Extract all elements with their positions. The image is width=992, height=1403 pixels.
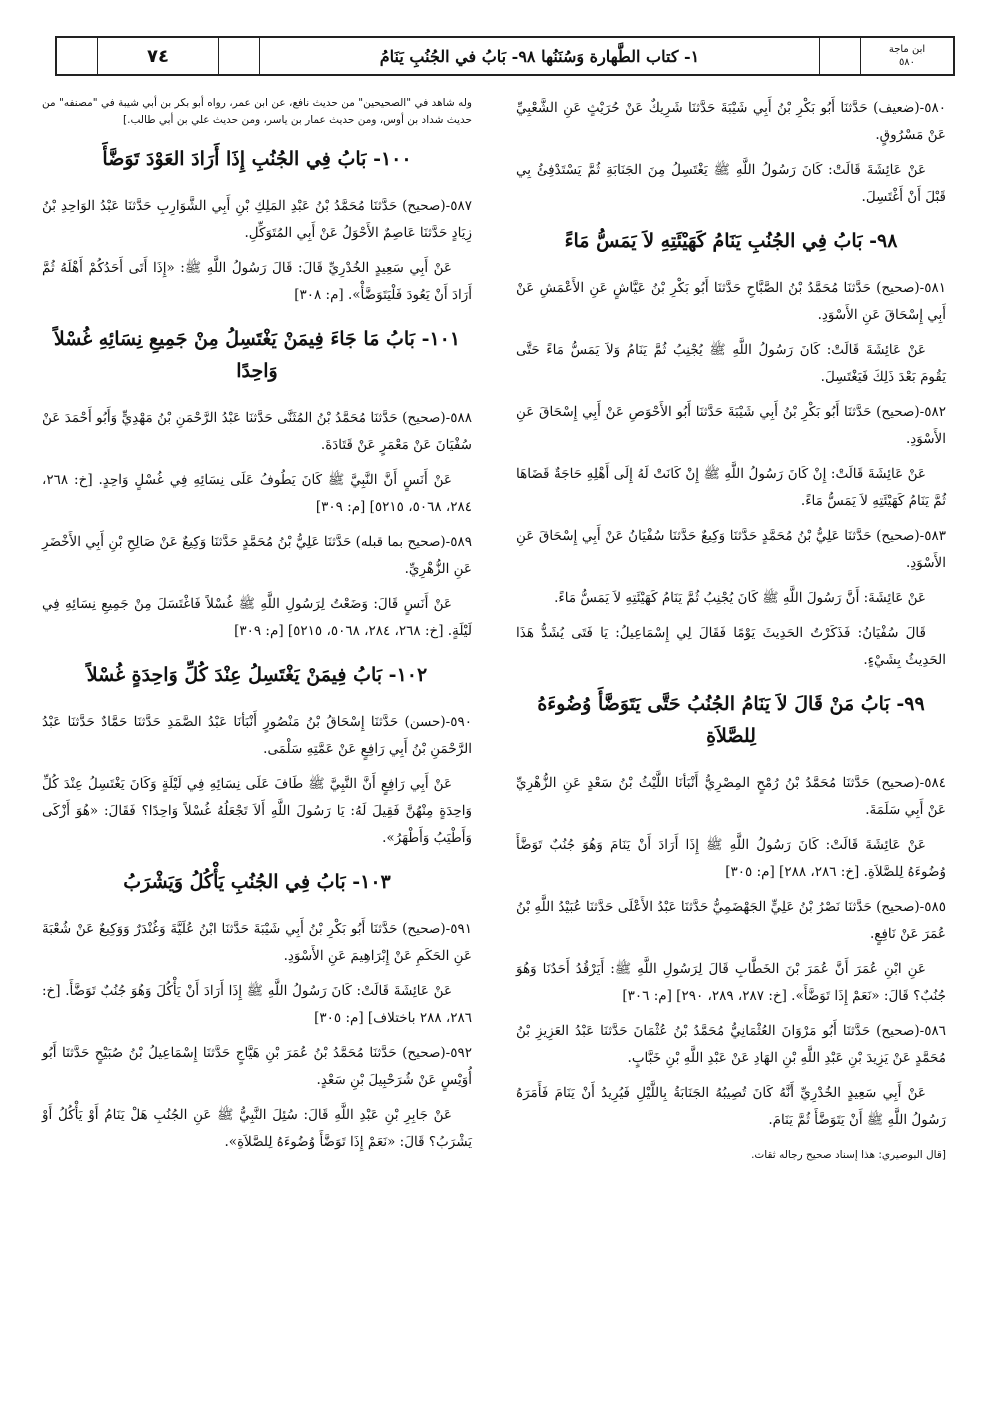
footnote: وله شاهد في "الصحيحين" من حديث نافع، عن ابن عمر، رواه أبو بكر بن أبي شيبة في "مصنفه" من حديث شداد بن أوس، ومن حديث عمار بن ياسر، ومن حديث علي بن أبي طالب.] — [42, 97, 472, 126]
hadith-text: عَنْ أَبِي سَعِيدٍ الخُدْرِيِّ أَنَّهُ كَانَ تُصِيبُهُ الجَنَابَةُ بِاللَّيْلِ فَيُرِيدُ أَنْ يَنَامَ فَأَمَرَهُ رَسُولُ اللَّهِ ﷺ أَنْ يَتَوَضَّأَ ثُمَّ يَنَامَ. — [516, 1085, 946, 1128]
running-title: ١- كتاب الطَّهارة وَسُنَنُها ٩٨- بَابُ في الجُنُبِ يَنَامُ — [259, 38, 819, 74]
right-column — [516, 95, 946, 1169]
hadith-text: عَنْ عَائِشَةَ قَالَتْ: كَانَ رَسُولُ اللَّهِ ﷺ يَغْتَسِلُ مِنَ الجَنَابَةِ ثُمَّ يَسْتَدْفِئُ بِي قَبْلَ أَنْ أَغْتَسِلَ. — [516, 162, 946, 205]
book-reference — [860, 38, 953, 74]
hadith-text: عَنْ عَائِشَةَ قَالَتْ: كَانَ رَسُولُ اللَّهِ ﷺ إِذَا أَرَادَ أَنْ يَنَامَ وَهُوَ جُنُبٌ تَوَضَّأَ وُضُوءَهُ لِلصَّلاَةِ. [خ: ٢٨٦، ٢٨٨] [م: ٣٠٥] — [516, 837, 946, 880]
first-hadith-number: ٥٨٠ — [898, 57, 916, 68]
chapter-heading: ٩٨- بَابُ فِي الجُنُبِ يَنَامُ كَهَيْئَتِهِ لاَ يَمَسُّ مَاءً — [564, 230, 898, 252]
chapter-heading: ١٠٠- بَابُ فِي الجُنُبِ إِذَا أَرَادَ العَوْدَ تَوَضَّأَ — [102, 148, 412, 170]
hadith-text: قَالَ سُفْيَانُ: فَذَكَرْتُ الحَدِيثَ يَوْمًا فَقَالَ لِي إِسْمَاعِيلُ: يَا فَتَى يُشَدُّ هَذَا الحَدِيثُ بِشَيْءٍ. — [516, 625, 946, 668]
hadith-text: عَنْ أَنَسٍ أَنَّ النَّبِيَّ ﷺ كَانَ يَطُوفُ عَلَى نِسَائِهِ فِي غُسْلٍ وَاحِدٍ. [خ: ٢٦٨، ٢٨٤، ٥٠٦٨، ٥٢١٥] [م: ٣٠٩] — [42, 472, 472, 515]
hadith-isnad: ٥٩١-(صحيح) حَدَّثنَا أَبُو بَكْرِ بْنُ أَبِي شَيْبَةَ حَدَّثنَا ابْنُ عُلَيَّةَ وَغُنْدَرٌ وَوَكِيعٌ عَنْ شُعْبَةَ عَنِ الحَكَمِ عَنْ إِبْرَاهِيمَ عَنِ الأَسْوَدِ. — [42, 921, 472, 964]
hadith-isnad: ٥٨٣-(صحيح) حَدَّثنَا عَلِيُّ بْنُ مُحَمَّدٍ حَدَّثنَا وَكِيعٌ حَدَّثنَا سُفْيَانُ عَنْ أَبِي إِسْحَاقَ عَنِ الأَسْوَدِ. — [516, 528, 946, 571]
hadith-isnad: ٥٨١-(صحيح) حَدَّثنَا مُحَمَّدُ بْنُ الصَّبَّاحِ حَدَّثنَا أَبُو بَكْرِ بْنُ عَيَّاشٍ عَنِ الأَعْمَشِ عَنْ أَبِي إِسْحَاقَ عَنِ الأَسْوَدِ. — [516, 280, 946, 323]
hadith-text: عَنْ عَائِشَةَ: أَنَّ رَسُولَ اللَّهِ ﷺ كَانَ يُجْنِبُ ثُمَّ يَنَامُ كَهَيْئَتِهِ لاَ يَمَسُّ مَاءً. — [554, 590, 926, 606]
hadith-isnad: ٥٩٠-(حسن) حَدَّثنَا إِسْحَاقُ بْنُ مَنْصُورٍ أَنْبَأنَا عَبْدُ الصَّمَدِ حَدَّثنَا حَمَّادٌ حَدَّثنَا عَبْدُ الرَّحْمَنِ بْنُ أَبِي رَافِعٍ عَنْ عَمَّتِهِ سَلْمَى. — [42, 714, 472, 757]
editor-note: [قال البوصيري: هذا إسناد صحيح رجاله ثقات. — [751, 1149, 946, 1161]
hadith-isnad: ٥٨٧-(صحيح) حَدَّثنَا مُحَمَّدُ بْنُ عَبْدِ المَلِكِ بْنِ أَبِي الشَّوَارِبِ حَدَّثنَا عَبْدُ الوَاحِدِ بْنُ زِيَادٍ حَدَّثنَا عَاصِمٌ الأَحْوَلُ عَنْ أَبِي المُتَوَكِّلِ. — [42, 198, 472, 241]
header-divider-cell — [57, 38, 97, 74]
book-name: ابن ماجة — [888, 44, 926, 55]
chapter-heading: ١٠١- بَابُ مَا جَاءَ فِيمَنْ يَغْتَسِلُ مِنْ جَمِيعِ نِسَائِهِ غُسْلاً وَاحِدًا — [53, 328, 461, 382]
hadith-text: عَنْ أَبِي سَعِيدٍ الخُدْرِيِّ قَالَ: قَالَ رَسُولُ اللَّهِ ﷺ: «إِذَا أَتَى أَحَدُكُمْ أَهْلَهُ ثُمَّ أَرَادَ أَنْ يَعُودَ فَلْيَتَوَضَّأْ». [م: ٣٠٨] — [42, 260, 472, 303]
hadith-text: عَنْ أَبِي رَافِعٍ أَنَّ النَّبِيَّ ﷺ طَافَ عَلَى نِسَائِهِ فِي لَيْلَةٍ وَكَانَ يَغْتَسِلُ عِنْدَ كُلِّ وَاحِدَةٍ مِنْهُنَّ فَقِيلَ لَهُ: يَا رَسُولَ اللَّهِ أَلاَ تَجْعَلُهُ غُسْلاً وَاحِدًا؟ فَقَالَ: «هُوَ أَزْكَى وَأَطْيَبُ وَأَطْهَرُ». — [42, 776, 472, 846]
hadith-text: عَنْ جَابِرِ بْنِ عَبْدِ اللَّهِ قَالَ: سُئِلَ النَّبِيُّ ﷺ عَنِ الجُنُبِ هَلْ يَنَامُ أَوْ يَأْكُلُ أَوْ يَشْرَبُ؟ قَالَ: «نَعَمْ إِذَا تَوَضَّأَ وُضُوءَهُ لِلصَّلاَةِ». — [42, 1107, 472, 1150]
chapter-heading: ١٠٣- بَابُ فِي الجُنُبِ يَأْكُلُ وَيَشْرَبُ — [123, 871, 391, 893]
hadith-isnad: ٥٨٢-(صحيح) حَدَّثنَا أَبُو بَكْرِ بْنُ أَبِي شَيْبَةَ حَدَّثنَا أَبُو الأَحْوَصِ عَنْ أَبِي إِسْحَاقَ عَنِ الأَسْوَدِ. — [516, 404, 946, 447]
hadith-text: عَنْ عَائِشَةَ قَالَتْ: إِنْ كَانَ رَسُولُ اللَّهِ ﷺ إِنْ كَانَتْ لَهُ إِلَى أَهْلِهِ حَاجَةٌ قَضَاهَا ثُمَّ يَنَامُ كَهَيْئَتِهِ لاَ يَمَسُّ مَاءً. — [516, 466, 946, 509]
hadith-text: عَنْ عَائِشَةَ قَالَتْ: كَانَ رَسُولُ اللَّهِ ﷺ يُجْنِبُ ثُمَّ يَنَامُ وَلاَ يَمَسُّ مَاءً حَتَّى يَقُومَ بَعْدَ ذَلِكَ فَيَغْتَسِلَ. — [516, 342, 946, 385]
hadith-isnad: ٥٨٠-(ضعيف) حَدَّثنَا أَبُو بَكْرِ بْنُ أَبِي شَيْبَةَ حَدَّثنَا شَرِيكٌ عَنْ حُرَيْثٍ عَنِ الشَّعْبِيِّ عَنْ مَسْرُوقٍ. — [516, 100, 946, 143]
page-header — [55, 36, 955, 76]
page-number: ٧٤ — [97, 38, 218, 74]
header-divider-cell — [819, 38, 860, 74]
header-divider-cell — [218, 38, 259, 74]
hadith-isnad: ٥٩٢-(صحيح) حَدَّثنَا مُحَمَّدُ بْنُ عُمَرَ بْنِ هَيَّاجٍ حَدَّثنَا إِسْمَاعِيلُ بْنُ صُبَيْحٍ حَدَّثنَا أَبُو أُوَيْسٍ عَنْ شُرَحْبِيلَ بْنِ سَعْدٍ. — [42, 1045, 472, 1088]
hadith-isnad: ٥٨٨-(صحيح) حَدَّثنَا مُحَمَّدُ بْنُ المُثَنَّى حَدَّثنَا عَبْدُ الرَّحْمَنِ بْنُ مَهْدِيٍّ وَأَبُو أَحْمَدَ عَنْ سُفْيَانَ عَنْ مَعْمَرٍ عَنْ قَتَادَةَ. — [42, 410, 472, 453]
hadith-isnad: ٥٨٦-(صحيح) حَدَّثنَا أَبُو مَرْوَانَ العُثْمَانِيُّ مُحَمَّدُ بْنُ عُثْمَانَ حَدَّثنَا عَبْدُ العَزِيزِ بْنُ مُحَمَّدٍ عَنْ يَزِيدَ بْنِ عَبْدِ اللَّهِ بْنِ الهَادِ عَنْ عَبْدِ اللَّهِ بْنِ خَبَّابٍ. — [516, 1023, 946, 1066]
hadith-text: عَنْ أَنَسٍ قَالَ: وَضَعْتُ لِرَسُولِ اللَّهِ ﷺ غُسْلاً فَاغْتَسَلَ مِنْ جَمِيعِ نِسَائِهِ فِي لَيْلَةٍ. [خ: ٢٦٨، ٢٨٤، ٥٠٦٨، ٥٢١٥] [م: ٣٠٩] — [42, 596, 472, 639]
hadith-text: عَنْ عَائِشَةَ قَالَتْ: كَانَ رَسُولُ اللَّهِ ﷺ إِذَا أَرَادَ أَنْ يَأْكُلَ وَهُوَ جُنُبٌ تَوَضَّأَ. [خ: ٢٨٦، ٢٨٨ باختلاف] [م: ٣٠٥] — [42, 983, 472, 1026]
chapter-heading: ١٠٢- بَابُ فِيمَنْ يَغْتَسِلُ عِنْدَ كُلِّ وَاحِدَةٍ غُسْلاً — [86, 664, 428, 686]
hadith-isnad: ٥٨٥-(صحيح) حَدَّثنَا نَصْرُ بْنُ عَلِيٍّ الجَهْضَمِيُّ حَدَّثنَا عَبْدُ الأَعْلَى حَدَّثنَا عُبَيْدُ اللَّهِ بْنُ عُمَرَ عَنْ نَافِعٍ. — [516, 899, 946, 942]
hadith-isnad: ٥٨٩-(صحيح بما قبله) حَدَّثنَا عَلِيُّ بْنُ مُحَمَّدٍ حَدَّثنَا وَكِيعٌ عَنْ صَالِحِ بْنِ أَبِي الأَخْضَرِ عَنِ الزُّهْرِيِّ. — [42, 534, 472, 577]
hadith-isnad: ٥٨٤-(صحيح) حَدَّثنَا مُحَمَّدُ بْنُ رُمْحٍ المِصْرِيُّ أَنْبَأنَا اللَّيْثُ بْنُ سَعْدٍ عَنِ الزُّهْرِيِّ عَنْ أَبِي سَلَمَةَ. — [516, 775, 946, 818]
hadith-text: عَنِ ابْنِ عُمَرَ أَنَّ عُمَرَ بْنَ الخَطَّابِ قَالَ لِرَسُولِ اللَّهِ ﷺ: أَيَرْقُدُ أَحَدُنَا وَهُوَ جُنُبٌ؟ قَالَ: «نَعَمْ إِذَا تَوَضَّأَ». [خ: ٢٨٧، ٢٨٩، ٢٩٠] [م: ٣٠٦] — [516, 961, 946, 1004]
chapter-heading: ٩٩- بَابُ مَنْ قَالَ لاَ يَنَامُ الجُنُبُ حَتَّى يَتَوَضَّأَ وُضُوءَهُ لِلصَّلاَةِ — [537, 693, 925, 747]
left-column — [42, 95, 472, 1164]
